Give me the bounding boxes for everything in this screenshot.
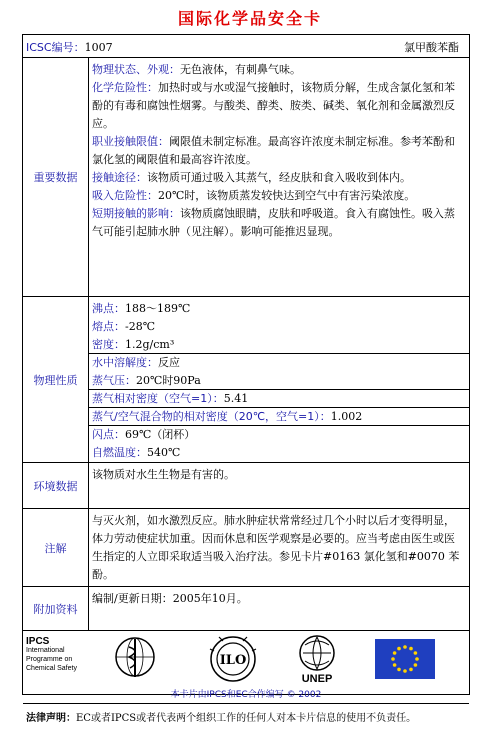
environmental-data-label: 环境数据 bbox=[23, 463, 89, 508]
notes-text: 与灭火剂，如水激烈反应。肺水肿症状常常经过几个小时以后才变得明显，体力劳动使症状加重。因而休息和医学观察是必要的。应当考虑由医生或医生指定的人立即采取适当吸入治疗法。参见卡片#0163 氯化氢和#0070 苯酚。 bbox=[92, 514, 460, 581]
section-additional-info bbox=[23, 586, 469, 630]
section-notes bbox=[23, 508, 469, 586]
prop-vapour-pressure: 蒸气压：20℃时90Pa bbox=[92, 374, 201, 387]
who-emblem-icon bbox=[113, 635, 157, 681]
section-physical-properties bbox=[23, 296, 469, 462]
important-data-content bbox=[89, 58, 469, 296]
item-physical-state: 物理状态、外观：无色液体，有刺鼻气味。 bbox=[92, 63, 301, 76]
item-short-term-effects: 短期接触的影响：该物质腐蚀眼睛，皮肤和呼吸道。食入有腐蚀性。吸入蒸气可能引起肺水肿（见注解）。影响可能推迟显现。 bbox=[92, 207, 455, 238]
section-important-data bbox=[23, 57, 469, 296]
divider bbox=[89, 389, 469, 390]
prop-boiling-point: 沸点：188～189℃ bbox=[92, 302, 191, 315]
notes-label: 注解 bbox=[23, 509, 89, 586]
legal-row bbox=[23, 703, 469, 729]
card-title: 国际化学品安全卡 bbox=[177, 9, 322, 28]
physical-properties-content bbox=[89, 297, 469, 462]
divider bbox=[89, 407, 469, 408]
environmental-data-text: 该物质对水生生物是有害的。 bbox=[92, 468, 235, 481]
icsc-value: 1007 bbox=[84, 41, 113, 54]
unep-emblem-icon bbox=[295, 633, 339, 677]
svg-text:ILO: ILO bbox=[219, 653, 247, 668]
icsc-number bbox=[26, 39, 113, 55]
prop-vapour-density: 蒸气相对密度（空气=1）：5.41 bbox=[92, 392, 249, 405]
prop-flash-point: 闪点：69℃（闭杯） bbox=[92, 428, 196, 441]
eu-flag-icon bbox=[375, 639, 435, 679]
prop-melting-point: 熔点：-28℃ bbox=[92, 320, 156, 333]
section-environmental-data bbox=[23, 462, 469, 508]
ilo-emblem-icon bbox=[209, 635, 257, 683]
icsc-label: ICSC编号： bbox=[26, 41, 85, 54]
logo-row bbox=[23, 630, 469, 703]
prop-autoignition: 自燃温度：540℃ bbox=[92, 446, 181, 459]
prop-density: 密度：1.2g/cm³ bbox=[92, 338, 175, 351]
unep-label: UNEP bbox=[301, 673, 333, 685]
item-exposure-routes: 接触途径：该物质可通过吸入其蒸气，经皮肤和食入吸收到体内。 bbox=[92, 171, 411, 184]
chemical-name: 氯甲酸苯酯 bbox=[404, 41, 459, 54]
legal-statement: 法律声明：EC或者IPCS或者代表两个组织工作的任何人对本卡片信息的使用不负责任。 bbox=[26, 713, 417, 724]
safety-card bbox=[22, 34, 470, 724]
item-exposure-limits: 职业接触限值：阈限值未制定标准。最高容许浓度未制定标准。参考苯酚和氯化氢的阈限值和最高容许浓度。 bbox=[92, 135, 455, 166]
divider bbox=[89, 353, 469, 354]
prop-mixture-density: 蒸气/空气混合物的相对密度（20℃，空气=1）：1.002 bbox=[92, 410, 363, 423]
important-data-label: 重要数据 bbox=[23, 58, 89, 296]
header-row bbox=[23, 35, 469, 57]
physical-properties-label: 物理性质 bbox=[23, 297, 89, 462]
additional-info-text: 编制/更新日期：2005年10月。 bbox=[92, 592, 248, 605]
copyright-line: 本卡片由IPCS和EC合作编写 © 2002 bbox=[170, 690, 322, 700]
item-inhalation-risk: 吸入危险性：20℃时，该物质蒸发较快达到空气中有害污染浓度。 bbox=[92, 189, 416, 202]
additional-info-label: 附加资料 bbox=[23, 587, 89, 630]
item-chemical-hazard: 化学危险性：加热时或与水或湿气接触时，该物质分解，生成含氯化氢和苯酚的有毒和腐蚀性烟雾。与酸类、醇类、胺类、碱类、氧化剂和金属激烈反应。 bbox=[92, 81, 455, 130]
prop-water-solubility: 水中溶解度：反应 bbox=[92, 356, 180, 369]
divider bbox=[89, 425, 469, 426]
ipcs-logo: IPCS International Programme on Chemical Safety bbox=[26, 636, 77, 672]
